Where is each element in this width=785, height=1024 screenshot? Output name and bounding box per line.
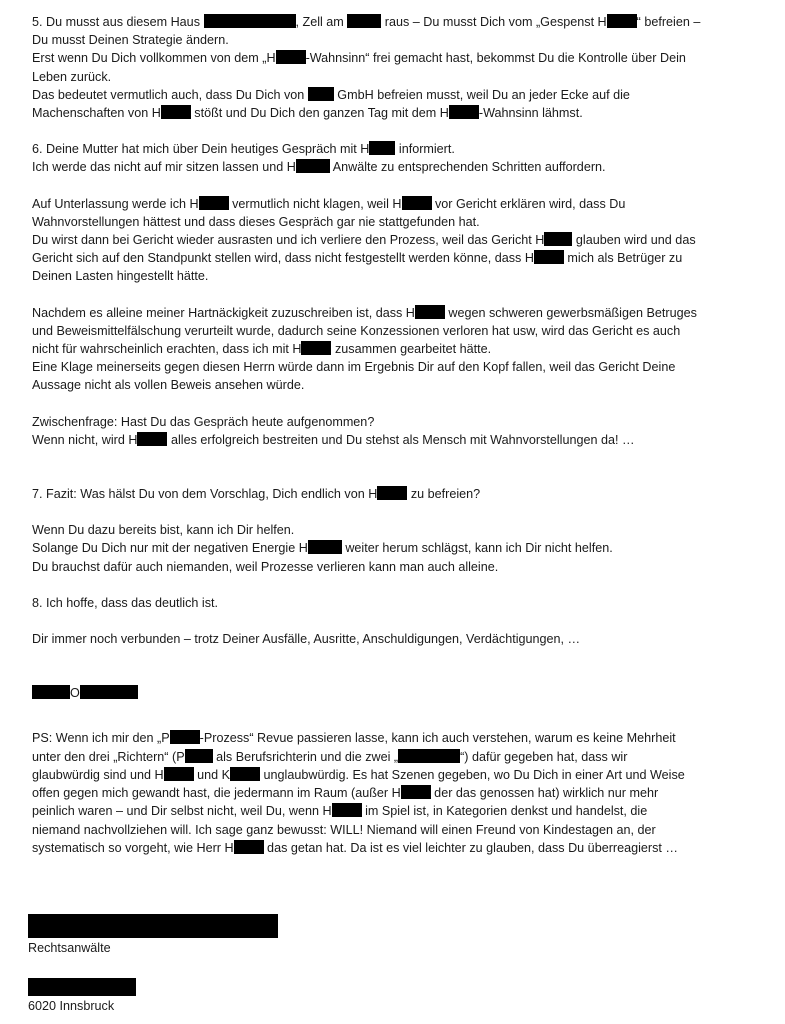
closing-line xyxy=(32,630,762,648)
redaction-bar xyxy=(170,730,200,744)
redaction-bar xyxy=(301,341,331,355)
text-line: Dir immer noch verbunden – trotz Deiner Ausfälle, Ausritte, Anschuldigungen, Verdächtigungen, … xyxy=(32,632,581,647)
text-line: Wahnvorstellungen hättest und dass dieses Gespräch gar nie stattgefunden hat. xyxy=(32,214,480,229)
firm-block xyxy=(28,914,278,957)
paragraph-5 xyxy=(32,13,762,122)
redaction-bar xyxy=(401,785,431,799)
postscript xyxy=(32,729,762,856)
text-line: Deinen Lasten hingestellt hätte. xyxy=(32,269,209,284)
text-line: peinlich waren – und Dir selbst nicht, weil Du, wenn H im Spiel ist, in Kategorien denkst und handelst, die xyxy=(32,804,648,819)
text-line: 5. Du musst aus diesem Haus , Zell am raus – Du musst Dich vom „Gespenst H “ befreien – xyxy=(32,15,701,29)
redaction-bar xyxy=(199,196,229,210)
text-line: niemand nachvollziehen will. Ich sage ganz bewusst: WILL! Niemand will einen Freund von Kindestagen an, der xyxy=(32,822,656,837)
text-line: O xyxy=(32,684,762,702)
text-line: 8. Ich hoffe, dass das deutlich ist. xyxy=(32,595,218,610)
text-line: Zwischenfrage: Hast Du das Gespräch heute aufgenommen? xyxy=(32,414,375,429)
text-line: Du wirst dann bei Gericht wieder ausrasten und ich verliere den Prozess, weil das Gericht H glauben wird und das xyxy=(32,233,696,248)
text-line: 6. Deine Mutter hat mich über Dein heutiges Gespräch mit H informiert. xyxy=(32,142,455,157)
redaction-bar xyxy=(415,305,445,319)
text-line: 7. Fazit: Was hälst Du von dem Vorschlag, Dich endlich von H zu befreien? xyxy=(32,487,481,502)
text-line: und Beweismittelfälschung verurteilt wurde, dadurch seine Konzessionen verloren hat usw, wird das Gericht es auch xyxy=(32,323,681,338)
redaction-bar xyxy=(296,159,330,173)
redaction-bar xyxy=(449,105,479,119)
paragraph-6 xyxy=(32,140,762,176)
redaction-bar xyxy=(534,250,564,264)
redaction-bar xyxy=(161,105,191,119)
redaction-bar xyxy=(402,196,432,210)
text-line: Du musst Deinen Strategie ändern. xyxy=(32,33,229,48)
text-line: Nachdem es alleine meiner Hartnäckigkeit zuzuschreiben ist, dass H wegen schweren gewerbsmäßigen Betruges xyxy=(32,305,697,320)
paragraph-zwischenfrage xyxy=(32,413,762,449)
text-line: systematisch so vorgeht, wie Herr H das getan hat. Da ist es viel leichter zu glauben, dass Du überreagierst … xyxy=(32,840,678,855)
paragraph-helfen xyxy=(32,521,762,576)
paragraph-hartnaeckigkeit xyxy=(32,304,762,395)
redaction-bar xyxy=(398,749,460,763)
text-line: offen gegen mich gewandt hast, die jedermann im Raum (außer H der das genossen hat) wirklich nur mehr xyxy=(32,786,659,801)
text-line: Wenn nicht, wird H alles erfolgreich bestreiten und Du stehst als Mensch mit Wahnvorstellungen da! … xyxy=(32,432,635,447)
text-line: Gericht sich auf den Standpunkt stellen wird, dass nicht festgestellt werden könne, dass H mich als Betrüger zu xyxy=(32,251,683,266)
redaction-bar xyxy=(347,14,381,28)
text-line: Eine Klage meinerseits gegen diesen Herrn würde dann im Ergebnis Dir auf den Kopf fallen, weil das Gericht Deine xyxy=(32,360,676,375)
text-line: PS: Wenn ich mir den „P -Prozess“ Revue passieren lasse, kann ich auch verstehen, warum es keine Mehrheit xyxy=(32,731,676,746)
paragraph-8 xyxy=(32,594,762,612)
text-line: glaubwürdig sind und H und K unglaubwürdig. Es hat Szenen gegeben, wo Du Dich in einer Art und Weise xyxy=(32,767,685,782)
redaction-bar xyxy=(234,840,264,854)
text-line: Auf Unterlassung werde ich H vermutlich nicht klagen, weil H vor Gericht erklären wird, dass Du xyxy=(32,196,626,211)
text-line: Aussage nicht als vollen Beweis ansehen würde. xyxy=(32,378,305,393)
text-line: Wenn Du dazu bereits bist, kann ich Dir helfen. xyxy=(32,523,295,538)
text-line: nicht für wahrscheinlich erachten, dass ich mit H zusammen gearbeitet hätte. xyxy=(32,342,492,357)
redaction-bar xyxy=(204,14,296,28)
city-line: 6020 Innsbruck xyxy=(28,999,115,1013)
redaction-bar xyxy=(137,432,167,446)
text-line: Ich werde das nicht auf mir sitzen lassen und H Anwälte zu entsprechenden Schritten auffordern. xyxy=(32,160,606,175)
redaction-bar xyxy=(308,87,334,101)
redaction-bar xyxy=(276,50,306,64)
text-line: Du brauchst dafür auch niemanden, weil Prozesse verlieren kann man auch alleine. xyxy=(32,559,499,574)
text-line: Das bedeutet vermutlich auch, dass Du Dich von GmbH befreien musst, weil Du an jeder Ecke auf die xyxy=(32,87,630,102)
redaction-bar xyxy=(308,540,342,554)
redaction-bar xyxy=(32,685,70,699)
paragraph-7-fazit xyxy=(32,485,762,503)
signer-name xyxy=(32,684,762,702)
text-line: Solange Du Dich nur mit der negativen Energie H weiter herum schlägst, kann ich Dir nicht helfen. xyxy=(32,541,613,556)
redaction-bar xyxy=(28,914,278,938)
redaction-bar xyxy=(607,14,637,28)
letter-body xyxy=(32,13,762,857)
redaction-bar xyxy=(369,141,395,155)
text-line: Leben zurück. xyxy=(32,69,112,84)
address-block xyxy=(28,978,136,1015)
redaction-bar xyxy=(230,767,260,781)
redaction-bar xyxy=(28,978,136,996)
redaction-bar xyxy=(80,685,138,699)
text-line: Erst wenn Du Dich vollkommen von dem „H -Wahnsinn“ frei gemacht hast, bekommst Du die Kontrolle über Dein xyxy=(32,51,686,66)
firm-label: Rechtsanwälte xyxy=(28,941,111,955)
text-line: Machenschaften von H stößt und Du Dich den ganzen Tag mit dem H -Wahnsinn lähmst. xyxy=(32,106,583,121)
redaction-bar xyxy=(185,749,213,763)
paragraph-unterlassung xyxy=(32,195,762,286)
redaction-bar xyxy=(377,486,407,500)
redaction-bar xyxy=(544,232,572,246)
text-line: unter den drei „Richtern“ (P als Berufsrichterin und die zwei „ “) dafür gegeben hat, dass wir xyxy=(32,749,628,764)
redaction-bar xyxy=(332,803,362,817)
redaction-bar xyxy=(164,767,194,781)
